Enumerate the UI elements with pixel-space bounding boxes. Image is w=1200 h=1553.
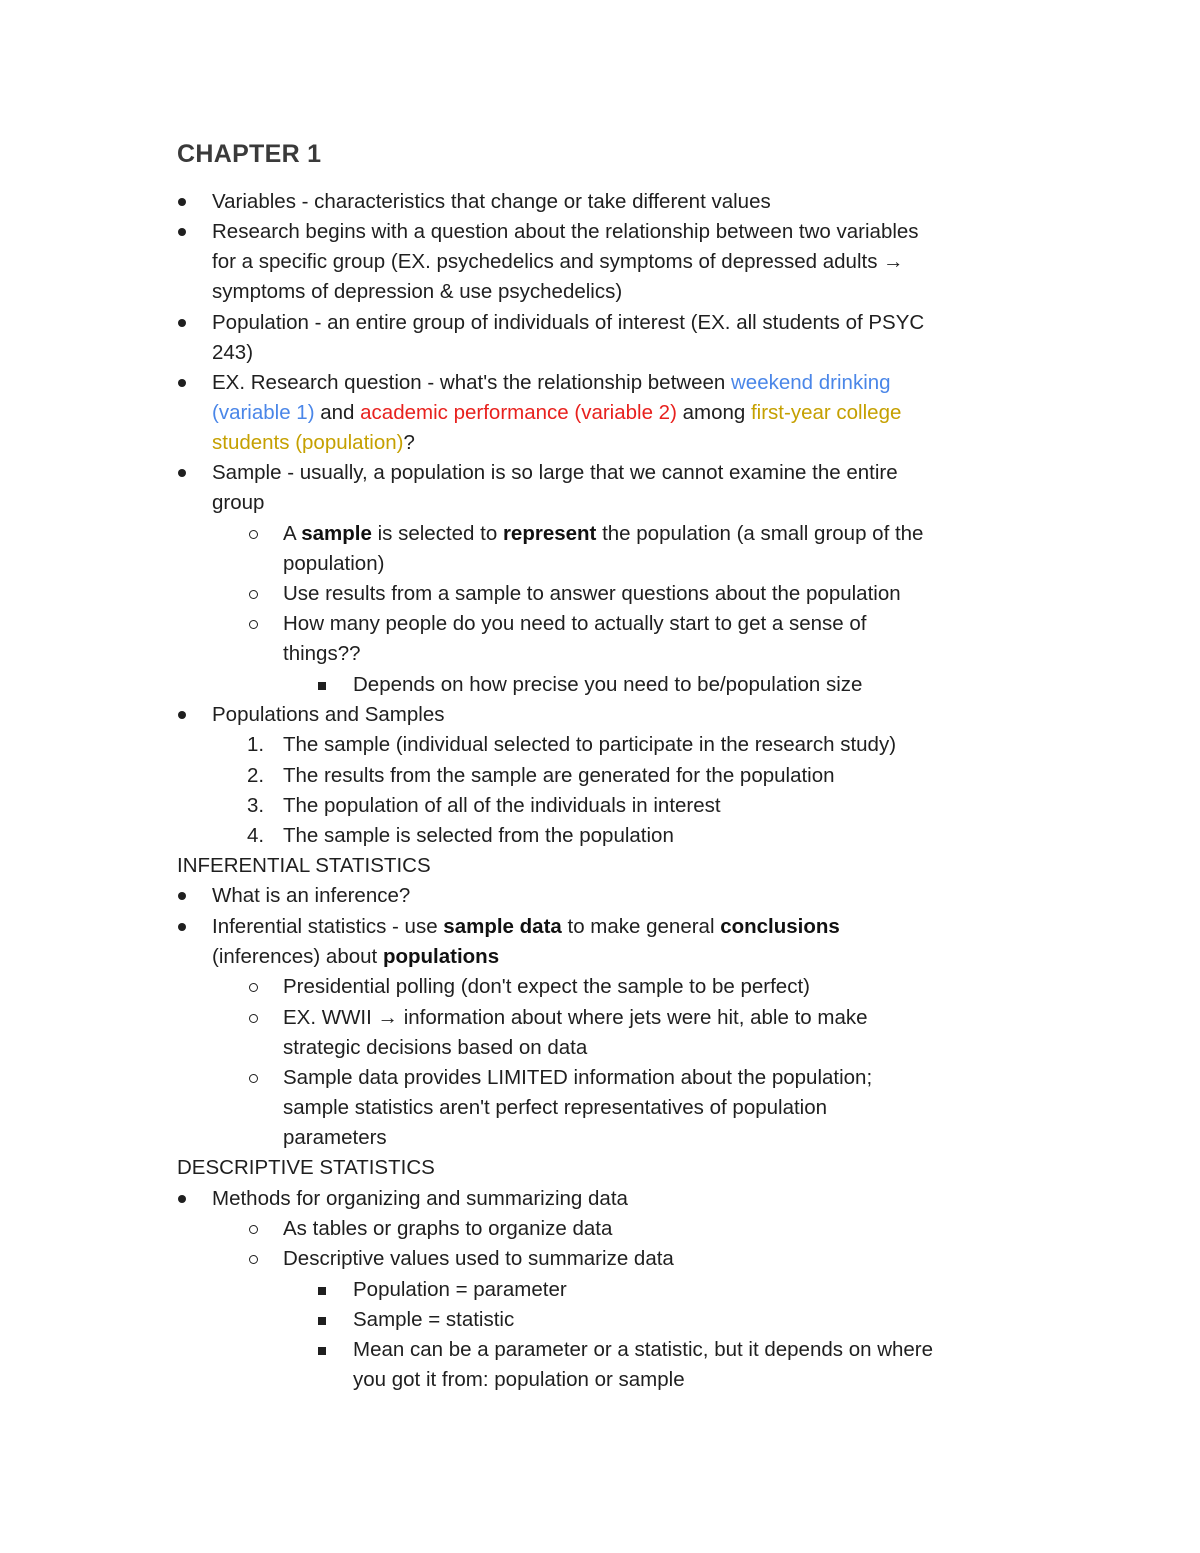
variable-2-highlight: academic performance (variable 2) (360, 401, 677, 424)
text-run: to make general (561, 915, 721, 938)
list-item (212, 368, 891, 398)
list-item: Populations and Samples (212, 703, 445, 726)
sub-list-item: Sample data provides LIMITED information about the population; (283, 1066, 873, 1089)
list-item-continued: 243) (212, 341, 254, 364)
square-bullet-icon (318, 1287, 326, 1295)
sub-list-item-continued: parameters (283, 1126, 387, 1149)
text-run: among (676, 401, 751, 424)
bold-text: populations (382, 945, 500, 968)
sub-sub-list-item-continued: you got it from: population or sample (353, 1368, 685, 1391)
text-run: ? (403, 431, 415, 454)
bold-text: conclusions (720, 915, 840, 938)
numbered-item: The sample (individual selected to participate in the research study) (283, 733, 897, 756)
circle-bullet-icon (249, 1225, 258, 1234)
numbered-item: The results from the sample are generated for the population (283, 764, 835, 787)
sub-list-item-continued: things?? (283, 642, 361, 665)
list-item-continued (212, 398, 901, 428)
circle-bullet-icon (249, 1074, 258, 1083)
square-bullet-icon (318, 682, 326, 690)
sub-sub-list-item: Mean can be a parameter or a statistic, but it depends on where (353, 1338, 934, 1361)
sub-sub-list-item: Depends on how precise you need to be/population size (353, 673, 863, 696)
circle-bullet-icon (249, 1255, 258, 1264)
text-run: A (283, 522, 302, 545)
square-bullet-icon (318, 1317, 326, 1325)
sub-list-item-continued: population) (283, 552, 385, 575)
list-number: 1. (247, 733, 265, 756)
list-item-continued (212, 942, 499, 972)
sub-list-item: Descriptive values used to summarize data (283, 1247, 674, 1270)
text-run: Inferential statistics - use (212, 915, 444, 938)
list-item-continued (212, 428, 415, 458)
circle-bullet-icon (249, 590, 258, 599)
bullet-icon (178, 469, 186, 477)
numbered-item: The population of all of the individuals in interest (283, 794, 721, 817)
circle-bullet-icon (249, 620, 258, 629)
sub-list-item: Use results from a sample to answer questions about the population (283, 582, 901, 605)
bullet-icon (178, 228, 186, 236)
list-item: Population - an entire group of individuals of interest (EX. all students of PSYC (212, 311, 925, 334)
bullet-icon (178, 198, 186, 206)
bullet-icon (178, 379, 186, 387)
population-highlight: first-year college (750, 401, 902, 424)
circle-bullet-icon (249, 1014, 258, 1023)
text-run: (inferences) about (212, 945, 383, 968)
list-item: Variables - characteristics that change or take different values (212, 190, 771, 213)
list-item: Research begins with a question about the relationship between two variables (212, 220, 919, 243)
square-bullet-icon (318, 1347, 326, 1355)
list-number: 2. (247, 764, 265, 787)
list-item: Methods for organizing and summarizing data (212, 1187, 628, 1210)
sub-list-item: Presidential polling (don't expect the sample to be perfect) (283, 975, 810, 998)
bullet-icon (178, 892, 186, 900)
list-item (212, 912, 840, 942)
text-run: and (314, 401, 361, 424)
population-highlight: students (population) (212, 431, 404, 454)
text-run: EX. Research question - what's the relationship between (212, 371, 731, 394)
bullet-icon (178, 319, 186, 327)
list-item-continued: group (212, 491, 265, 514)
list-item-continued: for a specific group (EX. psychedelics and symptoms of depressed adults → (212, 250, 904, 273)
sub-list-item: How many people do you need to actually start to get a sense of (283, 612, 867, 635)
variable-1-highlight: weekend drinking (731, 371, 891, 394)
section-heading-descriptive: DESCRIPTIVE STATISTICS (177, 1156, 435, 1179)
numbered-item: The sample is selected from the population (283, 824, 674, 847)
text-run: is selected to (371, 522, 503, 545)
text-run: the population (a small group of the (596, 522, 924, 545)
sub-sub-list-item: Population = parameter (353, 1278, 567, 1301)
variable-1-highlight: (variable 1) (212, 401, 315, 424)
circle-bullet-icon (249, 983, 258, 992)
bold-text: sample (301, 522, 372, 545)
circle-bullet-icon (249, 530, 258, 539)
bullet-icon (178, 1195, 186, 1203)
list-number: 3. (247, 794, 265, 817)
sub-list-item: As tables or graphs to organize data (283, 1217, 613, 1240)
section-heading-inferential: INFERENTIAL STATISTICS (177, 854, 431, 877)
sub-sub-list-item: Sample = statistic (353, 1308, 515, 1331)
sub-list-item (283, 519, 923, 549)
list-item: What is an inference? (212, 884, 411, 907)
sub-list-item-continued: sample statistics aren't perfect representatives of population (283, 1096, 828, 1119)
sub-list-item: EX. WWII → information about where jets were hit, able to make (283, 1006, 868, 1029)
bold-text: sample data (443, 915, 562, 938)
page-title: CHAPTER 1 (177, 140, 322, 168)
bullet-icon (178, 923, 186, 931)
sub-list-item-continued: strategic decisions based on data (283, 1036, 588, 1059)
bold-text: represent (502, 522, 597, 545)
list-item-continued: symptoms of depression & use psychedelics) (212, 280, 623, 303)
list-number: 4. (247, 824, 265, 847)
bullet-icon (178, 711, 186, 719)
list-item: Sample - usually, a population is so large that we cannot examine the entire (212, 461, 898, 484)
